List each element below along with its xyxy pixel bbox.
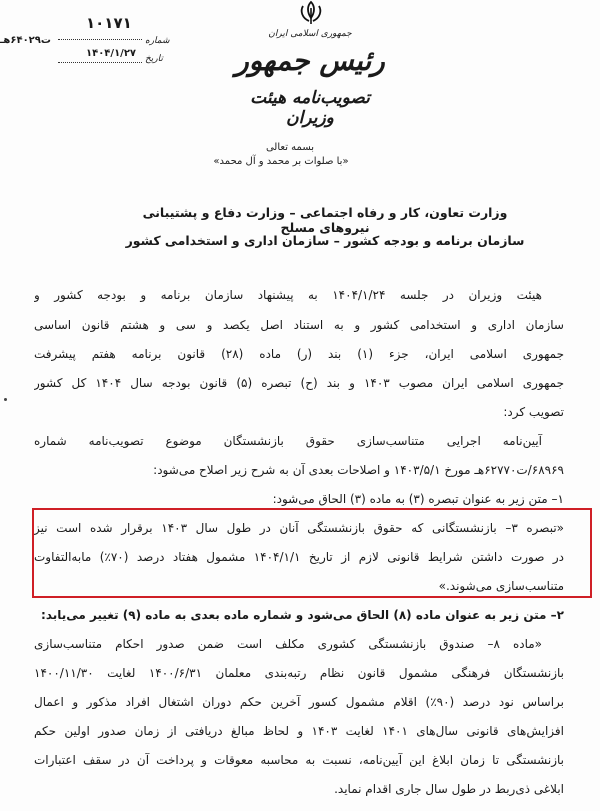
body-line: هیئت وزیران در جلسه ۱۴۰۴/۱/۲۴ به پیشنهاد سازمان برنامه و بودجه کشور و	[34, 288, 542, 302]
body-line: سازمان اداری و استخدامی کشور و به استناد اصل یکصد و سی و هشتم قانون اساسی	[34, 318, 564, 332]
body-line: جمهوری اسلامی ایران، جزء (۱) بند (ر) ماده (۲۸) قانون برنامه هفتم پیشرفت	[34, 347, 564, 361]
reference-dotted-line	[58, 62, 142, 63]
approval-title: تصویب‌نامه هیئت وزیران	[250, 88, 370, 128]
president-title: رئیس جمهور	[235, 44, 385, 77]
body-line: جمهوری اسلامی ایران مصوب ۱۴۰۳ و بند (ح) تبصره (۵) قانون بودجه سال ۱۴۰۴ کل کشور	[34, 376, 564, 390]
reference-code: ت۶۴۰۲۹هـ	[0, 35, 51, 46]
scan-speck	[4, 398, 7, 401]
body-line: «ماده ۸– صندوق بازنشستگی کشوری مکلف است ضمن صدور احکام متناسب‌سازی	[34, 637, 542, 651]
body-line: ۶۸۹۶۹/ت۶۲۷۷۰هـ مورخ ۱۴۰۳/۵/۱ و اصلاحات بعدی آن به شرح زیر اصلاح می‌شود:	[153, 463, 564, 477]
highlighted-line: در صورت داشتن شرایط قانونی لازم از تاریخ ۱۴۰۴/۱/۱ مشمول هفتاد درصد (۷۰٪) مابه‌التفاوت	[34, 550, 564, 564]
reference-date: ۱۴۰۴/۱/۲۷	[86, 48, 137, 59]
reference-number-label: شماره	[145, 36, 170, 46]
salawat: «با صلوات بر محمد و آل محمد»	[213, 156, 349, 167]
reference-dotted-line	[58, 39, 142, 40]
body-line: آیین‌نامه اجرایی متناسب‌سازی حقوق بازنشستگان موضوع تصویب‌نامه شماره	[34, 434, 542, 448]
addressee-line: وزارت تعاون، کار و رفاه اجتماعی – وزارت دفاع و پشتیبانی نیروهای مسلح	[142, 205, 508, 235]
highlighted-line: متناسب‌سازی می‌شوند.»	[438, 579, 564, 593]
highlight-box	[32, 508, 592, 598]
clause-2: ۲– متن زیر به عنوان ماده (۸) الحاق می‌شود و شماره ماده بعدی به ماده (۹) تغییر می‌یابد:	[41, 608, 564, 622]
body-line: افزایش‌های قانونی سال‌های ۱۴۰۱ لغایت ۱۴۰۳ و لحاظ مبالغ دریافتی از زمان صدور اولین حکم	[34, 724, 564, 738]
clause-1: ۱– متن زیر به عنوان تبصره (۳) به ماده (۳) الحاق می‌شود:	[272, 492, 564, 506]
body-line: بازنشستگی تا زمان ابلاغ این آیین‌نامه، نسبت به محاسبه معوقات و پرداخت آن در سقف اعتبارات	[34, 753, 564, 767]
basmala: بسمه تعالی	[265, 142, 315, 153]
body-line: ابلاغی ذی‌ربط در طول سال جاری اقدام نماید.	[334, 782, 564, 796]
addressee-line: سازمان برنامه و بودجه کشور – سازمان اداری و استخدامی کشور	[125, 233, 525, 248]
body-line: بازنشستگان فرهنگی مشمول قانون نظام رتبه‌بندی معلمان ۱۴۰۰/۶/۳۱ لغایت ۱۴۰۰/۱۱/۳۰	[34, 666, 564, 680]
republic-label: جمهوری اسلامی ایران	[268, 29, 352, 39]
iran-emblem-icon	[298, 0, 324, 26]
reference-number: ۱۰۱۷۱	[86, 14, 132, 32]
highlighted-line: «تبصره ۳– بازنشستگانی که حقوق بازنشستگی آنان در طول سال ۱۴۰۳ برقرار شده است نیز	[34, 521, 564, 535]
reference-date-label: تاریخ	[145, 54, 163, 64]
body-line: تصویب کرد:	[503, 405, 564, 419]
body-line: براساس نود درصد (۹۰٪) اقلام مشمول کسور آخرین حکم دوران اشتغال افراد مذکور و اعمال	[34, 695, 564, 709]
